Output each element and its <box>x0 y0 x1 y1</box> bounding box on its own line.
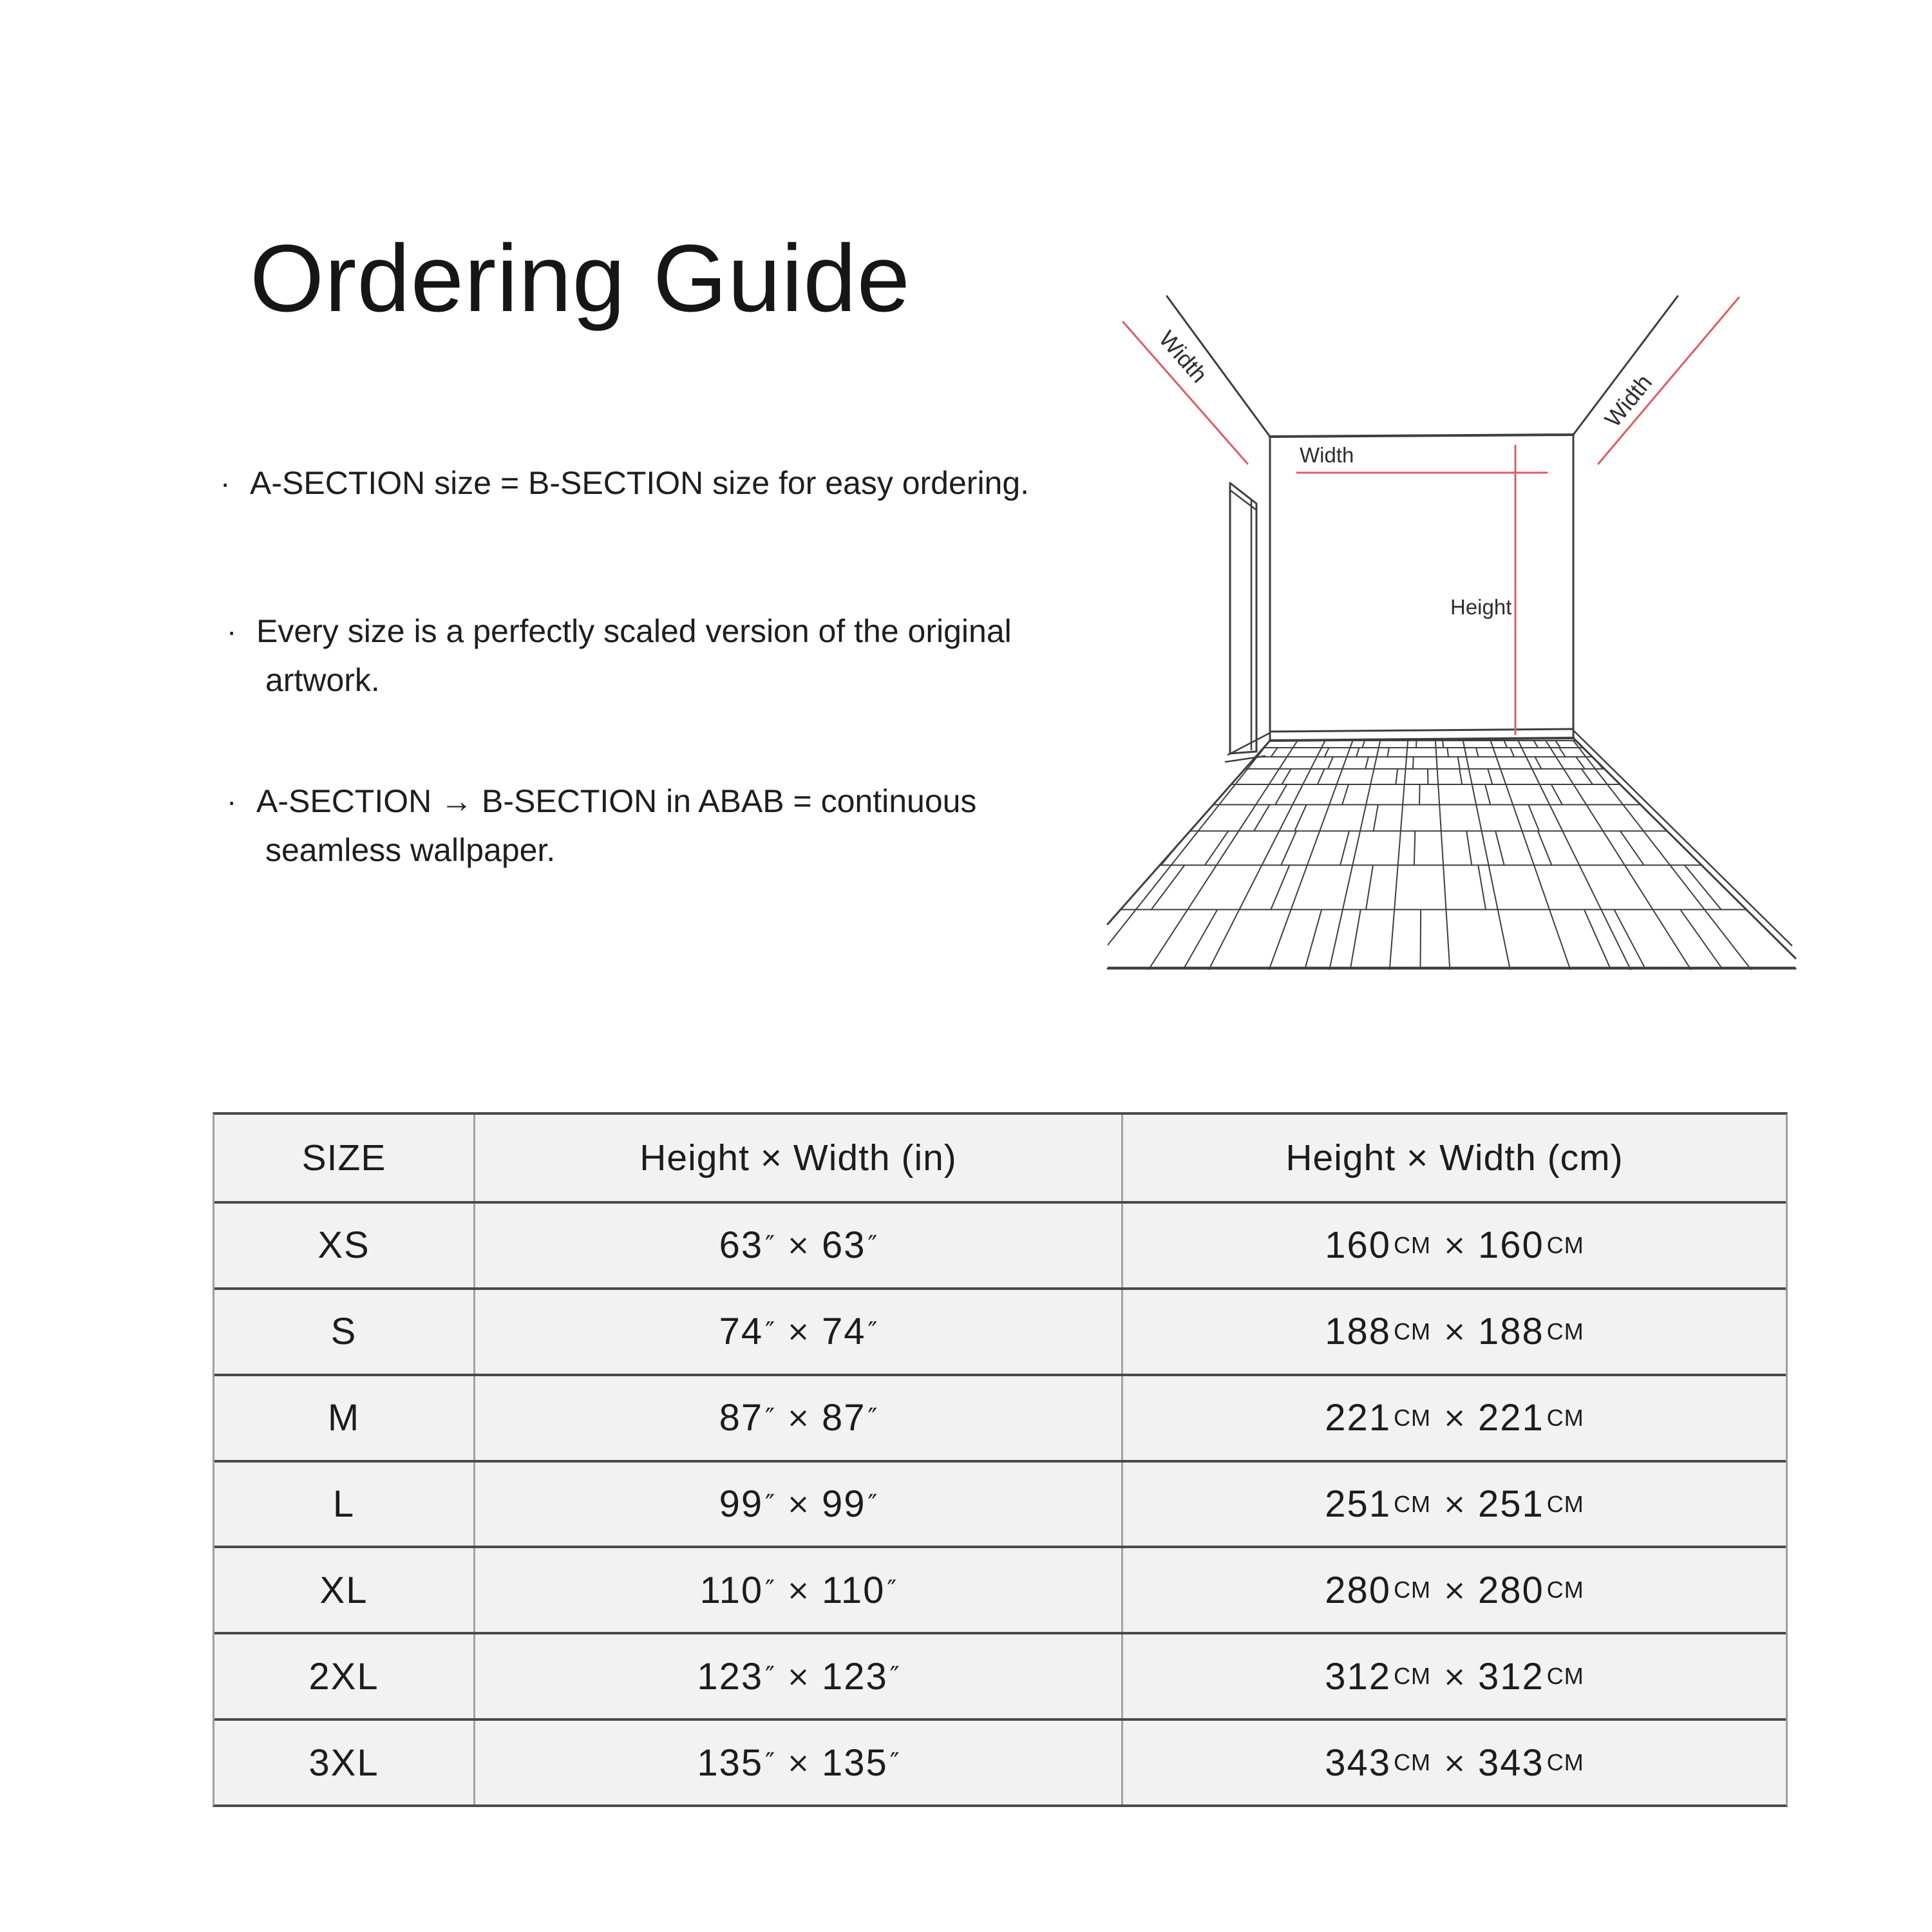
inches-cell <box>475 1721 1123 1804</box>
cell-text: × <box>786 1746 810 1779</box>
floor-tile-line <box>1614 909 1644 967</box>
cell-text: × <box>1443 1746 1466 1779</box>
inches-cell <box>475 1290 1123 1374</box>
width-label-right-wall: Width <box>1599 369 1658 432</box>
cm-cell <box>1123 1204 1786 1287</box>
floor-tiles <box>1095 741 1803 972</box>
cm-cell <box>1123 1548 1786 1632</box>
table-row <box>214 1463 1786 1549</box>
floor-right-edge <box>1573 738 1795 958</box>
cell-text: 343 <box>1477 1741 1544 1784</box>
width-label-left-wall: Width <box>1153 325 1213 388</box>
size-cell <box>214 1634 475 1718</box>
floor-tile-line <box>1620 831 1644 865</box>
floor-tile-line <box>1535 757 1542 769</box>
floor-tile-line <box>1459 769 1462 784</box>
cell-text: 251 <box>1477 1483 1544 1525</box>
floor-tile-line <box>1142 741 1298 972</box>
table-row <box>214 1376 1786 1463</box>
baseboard-top <box>1270 729 1573 732</box>
floor-tile-line <box>1510 748 1514 757</box>
floor-tile-line <box>1518 741 1635 972</box>
floor-tile-line <box>1677 769 1695 784</box>
cell-text: 135 <box>697 1741 764 1784</box>
cell-text: × <box>786 1660 810 1693</box>
floor-tile-line <box>1389 741 1408 972</box>
floor-tile-line <box>1205 831 1228 865</box>
cm-unit: CM <box>1394 1490 1432 1517</box>
bullet-item-3 <box>227 777 976 875</box>
cell-text: 74 <box>821 1311 866 1353</box>
cell-text: 87 <box>821 1397 866 1439</box>
floor-tile-line <box>1656 784 1676 804</box>
floor-tile-line <box>1184 909 1217 967</box>
cm-unit: CM <box>1546 1749 1584 1776</box>
floor-tile-line <box>1193 741 1201 748</box>
floor-tile-line <box>1318 769 1325 784</box>
cell-text: XL <box>319 1569 368 1611</box>
bullet-marker: · <box>220 466 231 500</box>
cm-unit: CM <box>1546 1231 1584 1258</box>
cell-text: 188 <box>1325 1311 1392 1353</box>
floor-tile-line <box>1645 769 1661 784</box>
floor-tile-line <box>1685 865 1721 909</box>
inch-mark: ″ <box>889 1662 900 1692</box>
cm-unit: CM <box>1546 1577 1584 1604</box>
cell-text: × <box>1443 1315 1466 1349</box>
cell-text: × <box>786 1573 810 1607</box>
cm-unit: CM <box>1546 1663 1584 1690</box>
floor-tile-line <box>1466 831 1472 865</box>
bullet-line: artwork. <box>265 662 380 698</box>
floor-tile-line <box>1271 748 1277 757</box>
page-title: Ordering Guide <box>250 225 911 332</box>
floor-tile-line <box>1680 909 1721 967</box>
inches-cell <box>475 1204 1123 1287</box>
floor-tile-line <box>1528 804 1539 831</box>
floor-tile-line <box>1458 757 1460 769</box>
inch-mark: ″ <box>867 1403 878 1433</box>
cell-text: 110 <box>821 1569 886 1611</box>
floor-tile-line <box>1504 741 1508 748</box>
floor-tile-line <box>1435 741 1450 972</box>
floor-tile-line <box>1551 784 1562 804</box>
floor-tile-line <box>1559 748 1566 757</box>
inches-cell <box>475 1463 1123 1546</box>
width-label-back-wall: Width <box>1300 443 1354 467</box>
cell-text: 99 <box>719 1483 764 1525</box>
size-table <box>213 1112 1788 1807</box>
cm-unit: CM <box>1546 1318 1584 1345</box>
floor-tile-line <box>1151 865 1185 909</box>
cell-text: × <box>1443 1660 1466 1693</box>
cell-text: 280 <box>1325 1569 1392 1611</box>
cell-text: M <box>327 1397 361 1439</box>
floor-tile-line <box>1791 831 1803 865</box>
cm-unit: CM <box>1546 1490 1584 1517</box>
floor-tile-line <box>1786 967 1787 969</box>
floor-tile-line <box>1476 748 1479 757</box>
inch-mark: ″ <box>765 1230 775 1260</box>
floor-tile-line <box>1485 784 1490 804</box>
cm-unit: CM <box>1546 1404 1584 1431</box>
floor-tile-line <box>1363 741 1365 748</box>
floor-tile-line <box>1555 741 1560 748</box>
cell-text: 110 <box>699 1569 764 1611</box>
inch-mark: ″ <box>889 1748 900 1778</box>
wall-top-edge <box>1270 435 1573 437</box>
floor-tile-line <box>1546 741 1697 972</box>
cm-unit: CM <box>1394 1404 1432 1431</box>
cell-text: 251 <box>1325 1483 1392 1525</box>
cell-text: × <box>786 1401 810 1435</box>
size-cell <box>214 1290 475 1374</box>
header-cm: Height × Width (cm) <box>1285 1137 1624 1179</box>
floor-tile-line <box>1488 769 1492 784</box>
bullet-text <box>256 777 976 875</box>
floor-tile-line <box>1387 748 1388 757</box>
cm-unit: CM <box>1394 1577 1432 1604</box>
inch-mark: ″ <box>765 1489 775 1519</box>
inch-mark: ″ <box>765 1748 775 1778</box>
inch-mark: ″ <box>867 1316 878 1347</box>
floor-tile-line <box>1157 769 1174 784</box>
floor-tile-line <box>1175 769 1191 784</box>
floor-tile-line <box>1374 804 1378 831</box>
cell-text: 221 <box>1477 1397 1544 1439</box>
height-label: Height <box>1450 595 1512 619</box>
size-cell <box>214 1376 475 1460</box>
cell-text: 2XL <box>308 1655 379 1698</box>
floor-tile-line <box>1121 784 1144 804</box>
floor-tile-line <box>1146 757 1160 769</box>
bullet-line: A-SECTION size = B-SECTION size for easy ordering. <box>250 465 1030 501</box>
cell-text: 280 <box>1477 1569 1544 1611</box>
bullet-marker: · <box>227 614 237 648</box>
bullet-line: A-SECTION → B-SECTION in ABAB = continuous <box>256 783 977 819</box>
floor-tile-line <box>1131 804 1158 831</box>
inch-mark: ″ <box>867 1230 878 1260</box>
floor-tile-line <box>1169 741 1178 748</box>
cell-text: 123 <box>821 1655 888 1698</box>
room-diagram <box>1095 277 1803 972</box>
cell-text: 160 <box>1325 1224 1392 1267</box>
floor-tile-line <box>1629 757 1640 769</box>
floor-tile-line <box>1275 784 1287 804</box>
inches-cell <box>475 1634 1123 1718</box>
floor-tile-line <box>1773 909 1803 967</box>
floor-tile-line <box>1265 741 1352 972</box>
cell-text: 188 <box>1477 1311 1544 1353</box>
floor-tile-line <box>1328 757 1333 769</box>
floor-tile-line <box>1538 831 1551 865</box>
cell-text: 221 <box>1325 1397 1392 1439</box>
inch-mark: ″ <box>765 1575 775 1605</box>
table-row <box>214 1634 1786 1721</box>
inch-mark: ″ <box>765 1316 775 1347</box>
floor-tile-line <box>1095 741 1270 972</box>
bullet-item-2 <box>227 607 1012 705</box>
floor-tile-line <box>1281 831 1296 865</box>
bullet-text <box>256 607 1012 705</box>
floor-tile-line <box>1667 741 1676 748</box>
bullet-text <box>250 459 1029 507</box>
floor-tile-line <box>1573 741 1758 972</box>
cell-text: × <box>786 1315 810 1349</box>
cell-text: 135 <box>821 1741 888 1784</box>
size-cell <box>214 1463 475 1546</box>
cm-unit: CM <box>1394 1749 1432 1776</box>
cm-unit: CM <box>1394 1663 1432 1690</box>
cell-text: × <box>1443 1573 1466 1607</box>
floor-tile-line <box>1640 741 1647 748</box>
width-line-right-wall <box>1598 298 1739 464</box>
floor-tile-line <box>1104 831 1139 865</box>
cell-text: 87 <box>719 1397 764 1439</box>
cell-text: 3XL <box>308 1741 379 1784</box>
cell-text: 160 <box>1477 1224 1544 1267</box>
header-size: SIZE <box>214 1115 475 1201</box>
cm-cell <box>1123 1463 1786 1546</box>
floor-tile-line <box>1692 757 1708 769</box>
floor-tile-line <box>1576 757 1585 769</box>
floor-tile-line <box>1325 748 1329 757</box>
floor-tile-line <box>1365 757 1368 769</box>
floor-tile-line <box>1745 865 1790 909</box>
cell-text: × <box>1443 1229 1466 1262</box>
cell-text: 63 <box>719 1224 764 1267</box>
header-inches: Height × Width (in) <box>475 1115 1123 1201</box>
floor-tile-line <box>1218 748 1227 757</box>
inches-cell <box>475 1548 1123 1632</box>
floor-tile-line <box>1447 748 1448 757</box>
cell-text: 99 <box>821 1483 866 1525</box>
table-row <box>214 1721 1786 1804</box>
cell-text: 123 <box>697 1655 764 1698</box>
floor-tile-line <box>1184 748 1195 757</box>
cm-cell <box>1123 1634 1786 1718</box>
floor-tile-line <box>1254 804 1269 831</box>
cell-text: × <box>786 1229 810 1262</box>
table-header-row <box>214 1115 1786 1204</box>
cell-text: XS <box>317 1224 370 1267</box>
floor-tile-line <box>1495 831 1504 865</box>
cell-text: 63 <box>821 1224 866 1267</box>
bullet-item-1 <box>220 459 1029 507</box>
size-cell <box>214 1204 475 1287</box>
bullet-marker: · <box>227 784 237 818</box>
floor-tile-line <box>1478 865 1486 909</box>
floor-tile-line <box>1340 831 1349 865</box>
bullet-line: seamless wallpaper. <box>265 832 556 868</box>
floor-tile-line <box>1350 909 1361 967</box>
floor-tile-line <box>1396 769 1397 784</box>
inch-mark: ″ <box>887 1575 897 1605</box>
floor-tile-line <box>1282 769 1291 784</box>
cell-text: × <box>786 1488 810 1520</box>
floor-tile-line <box>1366 865 1373 909</box>
cm-unit: CM <box>1394 1231 1432 1258</box>
inches-cell <box>475 1376 1123 1460</box>
floor-tile-line <box>1413 757 1414 769</box>
floor-tile-line <box>1095 804 1125 831</box>
floor-tile-line <box>1356 748 1359 757</box>
floor-tile-line <box>1414 831 1416 865</box>
table-row <box>214 1204 1786 1290</box>
floor-tile-line <box>1305 909 1321 967</box>
cm-unit: CM <box>1394 1318 1432 1345</box>
floor-tile-line <box>1271 865 1289 909</box>
cell-text: 74 <box>719 1311 764 1353</box>
cell-text: L <box>332 1483 355 1525</box>
floor-tile-line <box>1779 865 1803 909</box>
size-cell <box>214 1548 475 1632</box>
bullet-line: Every size is a perfectly scaled version of the original <box>256 613 1012 649</box>
cell-text: S <box>330 1311 357 1353</box>
cell-text: 343 <box>1325 1741 1392 1784</box>
table-row <box>214 1290 1786 1376</box>
cell-text: × <box>1443 1488 1466 1520</box>
floor-tile-line <box>1723 967 1724 969</box>
cell-text: 312 <box>1325 1655 1392 1698</box>
diagram-lines <box>1095 296 1803 972</box>
inch-mark: ″ <box>765 1662 775 1692</box>
floor-tile-line <box>1534 741 1538 748</box>
cm-cell <box>1123 1721 1786 1804</box>
cell-text: × <box>1443 1401 1466 1435</box>
inch-mark: ″ <box>765 1403 775 1433</box>
floor-tile-line <box>1582 769 1593 784</box>
floor-tile-line <box>1294 804 1307 831</box>
floor-tile-line <box>1342 784 1349 804</box>
floor-tile-line <box>1327 741 1380 972</box>
cm-cell <box>1123 1290 1786 1374</box>
size-cell <box>214 1721 475 1804</box>
table-row <box>214 1548 1786 1634</box>
cell-text: 312 <box>1477 1655 1544 1698</box>
cm-cell <box>1123 1376 1786 1460</box>
inch-mark: ″ <box>867 1489 878 1519</box>
